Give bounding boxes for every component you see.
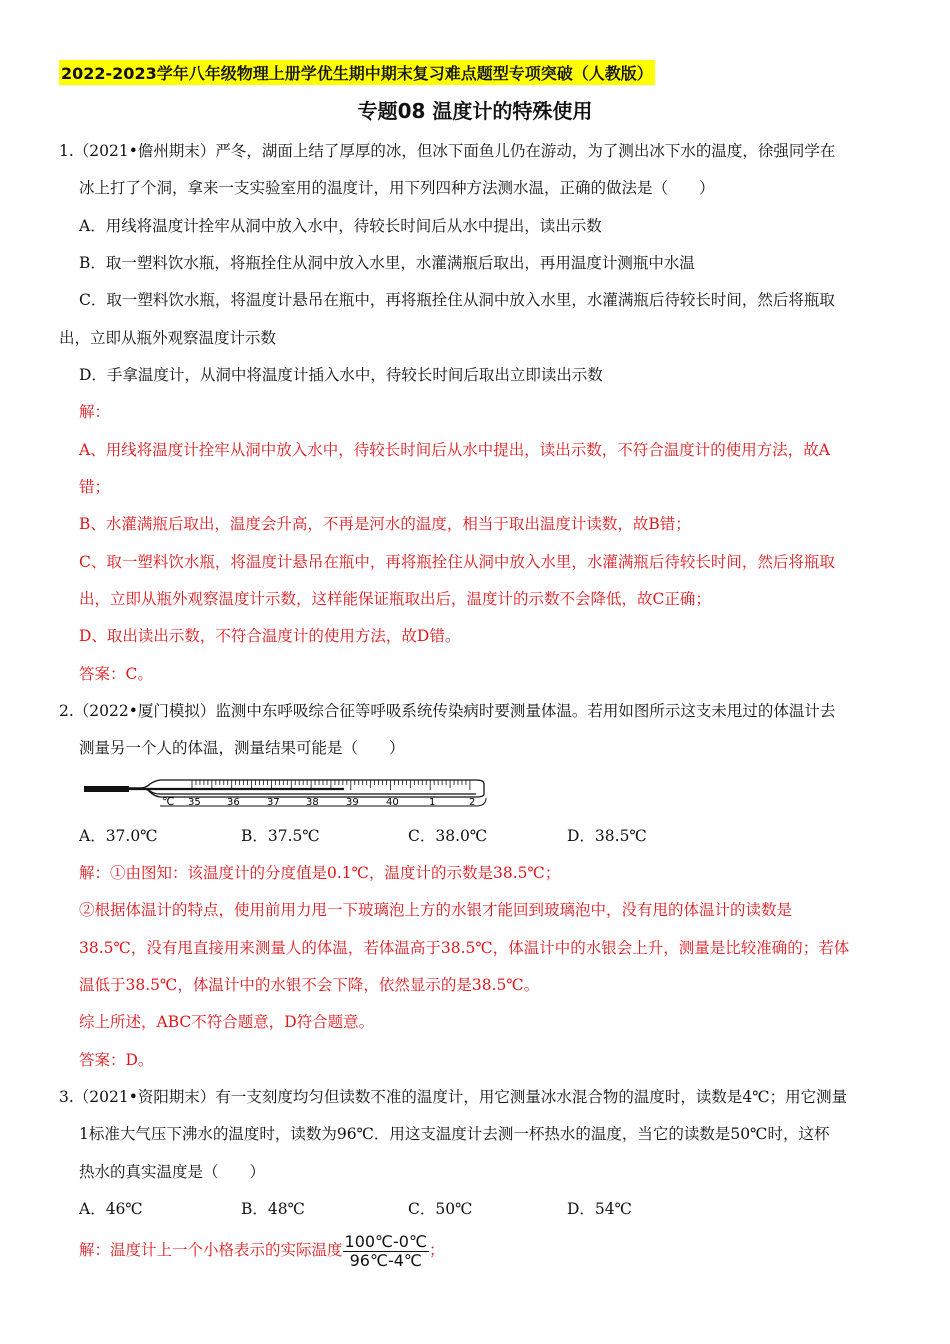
page-title: 专题08 温度计的特殊使用 <box>357 99 593 123</box>
tick-label-40: 40 <box>386 797 399 808</box>
q2-answer: 答案：D。 <box>79 1051 154 1069</box>
q1-solution-head: 解： <box>79 403 111 421</box>
q2-option-d: D．38.5℃ <box>567 827 647 845</box>
q2-option-a: A．37.0℃ <box>79 827 158 845</box>
q3-fraction-denominator: 96℃-4℃ <box>349 1250 422 1270</box>
tick-label-39: 39 <box>346 797 359 808</box>
q2-solution-line-1: 解：①由图知：该温度计的分度值是0.1℃，温度计的示数是38.5℃； <box>79 864 561 882</box>
q3-option-a: A．46℃ <box>79 1200 143 1218</box>
q2-solution-line-4: 温低于38.5℃，体温计中的水银不会下降，依然显示的是38.5℃。 <box>79 976 540 994</box>
q1-answer: 答案：C。 <box>79 665 153 683</box>
q3-stem-line-1: 3.（2021•资阳期末）有一支刻度均匀但读数不准的温度计，用它测量冰水混合物的温度时，读数是4℃；用它测量 <box>59 1088 848 1106</box>
tick-label-37: 37 <box>267 797 280 808</box>
q1-option-c-line-2: 出，立即从瓶外观察温度计示数 <box>59 329 277 347</box>
tick-label-35: 35 <box>188 797 201 808</box>
q1-stem-line-1: 1.（2021•儋州期末）严冬，湖面上结了厚厚的冰，但冰下面鱼儿仍在游动，为了测出冰下水的温度，徐强同学在 <box>59 142 836 160</box>
tick-label-38: 38 <box>306 797 319 808</box>
q2-solution-line-3: 38.5℃，没有甩直接用来测量人的体温，若体温高于38.5℃，体温计中的水银会上升，测量是比较准确的；若体 <box>79 939 850 957</box>
q2-option-c: C．38.0℃ <box>408 827 488 845</box>
q3-option-c: C．50℃ <box>408 1200 473 1218</box>
q1-solution-d: D、取出读出示数，不符合温度计的使用方法，故D错。 <box>79 627 461 645</box>
q3-option-d: D．54℃ <box>567 1200 632 1218</box>
tick-label-36: 36 <box>227 797 240 808</box>
q3-stem-line-2: 1标准大气压下沸水的温度时，读数为96℃．用这支温度计去测一杯热水的温度，当它的读数是50℃时，这杯 <box>79 1125 830 1143</box>
q2-solution-line-2: ②根据体温计的特点，使用前用力甩一下玻璃泡上方的水银才能回到玻璃泡中，没有甩的体温计的读数是 <box>79 901 793 919</box>
q3-solution-line-1 <box>79 1230 444 1270</box>
q1-solution-b: B、水灌满瓶后取出，温度会升高，不再是河水的温度，相当于取出温度计读数，故B错； <box>79 515 691 533</box>
q2-stem-line-1: 2.（2022•厦门模拟）监测中东呼吸综合征等呼吸系统传染病时要测量体温。若用如图所示这支未甩过的体温计去 <box>59 702 836 720</box>
q3-fraction <box>343 1233 429 1270</box>
q1-stem-line-2: 冰上打了个洞，拿来一支实验室用的温度计，用下列四种方法测水温，正确的做法是（ ） <box>79 179 715 197</box>
q2-option-b: B．37.5℃ <box>241 827 320 845</box>
thermometer-unit-label: ℃ <box>162 795 175 808</box>
q1-solution-c-line-1: C、取一塑料饮水瓶，将温度计悬吊在瓶中，再将瓶拴住从洞中放入水里，水灌满瓶后待较长时间，然后将瓶取 <box>79 553 835 571</box>
q1-option-c-line-1: C．取一塑料饮水瓶，将温度计悬吊在瓶中，再将瓶拴住从洞中放入水里，水灌满瓶后待较长时间，然后将瓶取 <box>79 291 835 309</box>
q3-fraction-numerator: 100℃-0℃ <box>344 1231 427 1251</box>
q3-option-b: B．48℃ <box>241 1200 305 1218</box>
tick-label-41: 1 <box>429 797 436 808</box>
q1-option-d: D．手拿温度计，从洞中将温度计插入水中，待较长时间后取出立即读出示数 <box>79 366 603 384</box>
q1-solution-c-line-2: 出，立即从瓶外观察温度计示数，这样能保证瓶取出后，温度计的示数不会降低，故C正确； <box>79 590 711 608</box>
q2-solution-line-5: 综上所述，ABC不符合题意，D符合题意。 <box>79 1013 375 1031</box>
tick-label-42: 2 <box>469 797 476 808</box>
q1-solution-a-line-2: 错； <box>79 478 111 496</box>
q3-stem-line-3: 热水的真实温度是（ ） <box>79 1163 266 1181</box>
q3-solution-suffix: ； <box>428 1241 445 1259</box>
q1-option-b: B．取一塑料饮水瓶，将瓶拴住从洞中放入水里，水灌满瓶后取出，再用温度计测瓶中水温 <box>79 254 695 272</box>
series-banner: 2022-2023学年八年级物理上册学优生期中期末复习难点题型专项突破（人教版） <box>59 60 655 85</box>
q1-option-a: A．用线将温度计拴牢从洞中放入水中，待较长时间后从水中提出，读出示数 <box>79 217 602 235</box>
q3-solution-prefix: 解：温度计上一个小格表示的实际温度 <box>79 1241 343 1259</box>
q1-solution-a-line-1: A、用线将温度计拴牢从洞中放入水中，待较长时间后从水中提出，读出示数，不符合温度计的使用方法，故A <box>79 441 830 459</box>
clinical-thermometer-figure <box>84 776 489 810</box>
q2-stem-line-2: 测量另一个人的体温，测量结果可能是（ ） <box>79 739 405 757</box>
